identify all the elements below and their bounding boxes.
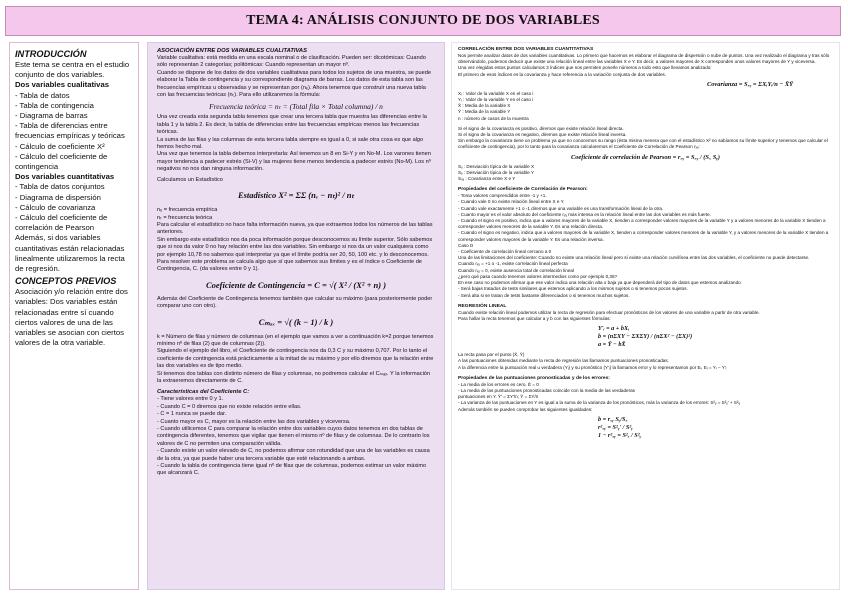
prev-heading: CONCEPTOS PREVIOS <box>15 276 117 287</box>
list-item: - Cuando vale 0 no existe relación lineal entre X e Y. <box>458 199 565 205</box>
formula-line: r²ₓᵧ = S²ᵧ' / S²ᵧ <box>598 423 633 431</box>
list-item: - Diagrama de barras <box>15 111 88 121</box>
paragraph: Para calcular el estadístico no hace falta información nueva, ya que extraemos todos los números de las tablas anteriores. <box>157 221 433 236</box>
list-item: - Tabla de datos <box>15 90 70 100</box>
list-item: - Cuanto mayor es el valor absoluto del coeficiente rₓᵧ más intensa es la relación lineal entre las dos variables es más fuerte. <box>458 211 711 217</box>
list-item: En ese caso no podemos afirmar que ese valor indica una relación alta o baja ya que dependerá del tipo de datos que estemos analizando <box>458 280 741 286</box>
paragraph: Calculamos un Estadístico <box>157 176 223 183</box>
paragraph: El primero de esos índices es la covarianza y hace referencia a la variación conjunta de dos variables. <box>458 71 667 77</box>
list-item: - Cuando C = 0 diremos que no existe relación entre ellas. <box>157 403 302 410</box>
formula-pearson: Coeficiente de correlación de Pearson = rₓᵧ = Sₓᵧ / (Sₓ Sᵧ) <box>570 153 721 161</box>
qualitative-column <box>147 42 445 590</box>
paragraph: Si tenemos dos tablas con distinto número de filas y columnas, no podremos calcular el Cₘₐₓ. Y la información la extraeremos directamente de C. <box>157 370 431 384</box>
formula-line: a = Ȳ − bX̄ <box>598 341 626 349</box>
paragraph: nₜ = frecuencia teórica <box>157 214 213 221</box>
intro-text: Este tema se centra en el estudio conjunto de dos variables. <box>15 60 130 80</box>
quant-text: Además, si dos variables cuantitativas están relacionadas linealmente utilizaremos la recta de regresión. <box>15 233 125 274</box>
paragraph: Sin embargo este estadístico nos da poca información porque desconocemos su límite superior. Sólo sabemos que si nos da valor 0 no hay relación entre las dos variables. Sin embargo si nos da un valor cualquiera como por ejemplo 10,78 no sabemos qué interpretar ya que el límite podría ser 20, 50, 100 etc. y lo desconocemos. Para resolver este problema se calcula algo que sí que sabemos sus límites y es el índice o Coeficiente de Contingencia, C. (da valores entre 0 y 1). <box>157 236 433 273</box>
definition: Sₓᵧ : Covarianza entre X e Y <box>458 176 516 182</box>
formula-line: Y'ᵢ = a + bXᵢ <box>598 325 630 333</box>
paragraph: Además del Coeficiente de Contingencia tenemos también que calcular su máximo (para posteriormente poder comparar uno con otro). <box>157 295 433 310</box>
list-item: - Tabla de contingencia <box>15 100 94 110</box>
list-item: - Cuanto mayor es C, mayor es la relación entre las dos variables y viceversa. <box>157 418 351 425</box>
list-item: - La varianza de las puntuaciones en Y es igual a la suma de la varianza de los pronósticos, más la varianza de los errores: S²ᵧ = S²ᵧ' + S²ₑ <box>458 400 741 406</box>
list-item: - Cálculo de covarianza <box>15 202 96 212</box>
page-title: TEMA 4: ANÁLISIS CONJUNTO DE DOS VARIABLES <box>246 13 600 28</box>
intro-column <box>9 42 139 590</box>
section-heading: Características del Coeficiente C: <box>157 389 250 396</box>
list-item: - Cuando el signo es negativo, indica que a valores mayores de la variable X, tienden a corresponder valores menores de la variable Y, y a valores menores de la variable X tienden a corresponder valores mayores de la variable Y. Es una relación inversa. <box>458 230 829 242</box>
list-item: - Será alta si se tratan de tests bastante diferenciados o si tenemos muchos sujetos. <box>458 292 630 298</box>
paragraph: La recta pasa por el punto (X̄, Ȳ) <box>458 352 525 358</box>
definition: Xᵢ : Valor de la variable X en el caso i <box>458 90 534 96</box>
list-item: - Toma valores comprendidos entre -1 y +1. <box>458 193 547 199</box>
list-item: - Cuando utilicemos C para comparar la relación entre dos variables cuyos datos tenemos en dos tablas de contingencia diferentes, tenemos que vigilar que tienen el mismo nº de filas y de columnas. De lo contrario los valores de C no permiten una comparación válida. <box>157 426 430 447</box>
list-item: - Cálculo del coeficiente de contingencia <box>15 151 108 172</box>
formula-equalities <box>598 416 833 440</box>
formula-line: 1 − r²ₓᵧ = S²ₑ / S²ᵧ <box>598 431 642 439</box>
qual-heading: Dos variables cualitativas <box>15 80 110 90</box>
list-item: - La media de las puntuaciones pronosticadas coincide con la media de las verdaderas <box>458 387 635 393</box>
paragraph: Una vez que tenemos la tabla debemos interpretarla: Así tenemos un 8 en Si-Y y en No-M. Los varones tienen mayor tendencia a padecer estrés (Si-V) y las mujeres tiene menos tendencia a padecer estrés (No-M). Los nº negativos no nos dan ninguna información. <box>157 151 431 173</box>
list-item: - Cuando vale exactamente +1 o -1 diremos que una variable es una transformación lineal de la otra. <box>458 205 664 211</box>
paragraph: Sin embargo la covarianza tiene un problema ya que no conocemos su rango (ésta misma menera que con el estadístico X² no sabíamos su límite superior y tenemos que calcular el coeficiente de contingencia), por lo tanto para la covarianza calcularemos el Coeficiente de Correlación de Pearson rₓᵧ: <box>458 138 828 150</box>
paragraph: k = Número de filas y número de columnas (en el ejemplo que vamos a ver a continuación k=2 porque tenemos mínimo nº de filas (2) que de columnas (2)). <box>157 333 434 347</box>
section-heading: REGRESIÓN LINEAL <box>458 303 507 309</box>
formula-covariance: Covarianza = Sₓᵧ = ΣXᵢYᵢ/n − X̄Ȳ <box>706 80 793 88</box>
quant-heading: Dos variables cuantitativas <box>15 172 115 182</box>
list-item: Cuando rₓᵧ = +1 o -1, existe correlación lineal perfecta <box>458 261 568 267</box>
paragraph: Cuando existe relación lineal podemos utilizar la recta de regresión para efectuar pronósticos de los valores de una variable a partir de otra variable. <box>458 309 760 315</box>
paragraph: Para hallar la recta tenemos que calcular a y b con las siguientes fórmulas: <box>458 315 611 321</box>
quantitative-column <box>451 42 840 590</box>
list-item: Además también se pueden comprobar las siguientes igualdades: <box>458 406 593 412</box>
formula-line: b = rₓᵧ Sᵧ/Sₓ <box>598 415 628 423</box>
definition: Sₓ : Desviación típica de la variable X <box>458 163 535 169</box>
paragraph: Cuando se dispone de los datos de dos variables cualitativas para todos los sujetos de una muestra, se puede elaborar la Tabla de contingencia y su correspondiente diagrama de barras. Los datos de esta tabla son las frecuencias empíricas u observadas y se representan por (nₑ). Ahora tenemos que construir una nueva tabla con las frecuencias teóricas (nₜ). Para ello utilizaremos la fórmula: <box>157 69 431 99</box>
list-item: Cuando rₓᵧ = 0, existe ausencia total de correlación lineal <box>458 267 574 273</box>
list-item: - Coeficiente de correlación lineal cercano a 0 <box>458 249 552 255</box>
paragraph: Si el signo de la covarianza es negativo, diremos que existe relación lineal inversa. <box>458 132 627 138</box>
section-heading: CORRELACIÓN ENTRE DOS VARIABLES CUANTITATIVAS <box>458 47 594 52</box>
list-item: - Cuando existe un valor elevado de C, no podemos afirmar con rotundidad que una de las variables es causa de la otra, ya que puede haber una tercera variable que esté relacionando a ambas. <box>157 448 430 462</box>
list-item: - Tiene valores entre 0 y 1. <box>157 396 224 403</box>
definition: Sᵧ : Desviación típica de la variable Y <box>458 169 534 175</box>
list-item: ¿pero qué pasa cuando tenemos valores intermedios como por ejemplo 0,35? <box>458 273 618 279</box>
paragraph: A la diferencia entre la puntuación real u verdadera (Yᵢ) y su pronóstico (Y'ᵢ) la llamamos error y lo representamos por Eᵢ. Eᵢ = Yᵢ − Y'ᵢ <box>458 364 727 370</box>
formula-contingency: Coeficiente de Contingencia = C = √( X² / (X² + n) ) <box>205 279 387 290</box>
list-item: - La media de los errores es cero. Ē = 0 <box>458 381 539 387</box>
paragraph: A las puntuaciones obtenidas mediante la recta de regresión las llamamos puntuaciones pronosticadas. <box>458 358 669 364</box>
list-item: - Tabla de diferencias entre frecuencias empíricas y teóricas <box>15 121 125 141</box>
formula-line: b = (nΣXY − ΣXΣY) / (nΣX² − (ΣX)²) <box>598 333 693 341</box>
list-item: - Diagrama de dispersión <box>15 192 101 202</box>
formula-regression <box>598 325 833 349</box>
section-heading: ASOCIACIÓN ENTRE DOS VARIABLES CUALITATIVAS <box>157 48 307 54</box>
list-item: Una de las limitaciones del coeficiente: Cuando no existe una relación lineal pero sí existe una relación curvilínea entre las dos variables, el coeficiente no puede detectarse. <box>458 255 810 261</box>
list-item: - Será bajas tratados de tests similares que estemos aplicando a los mismos sujetos o si tenemos pocos sujetos. <box>458 286 688 292</box>
list-item: - Cálculo de coeficiente X² <box>15 141 105 151</box>
section-heading: Propiedades del coeficiente de Correlación de Pearson: <box>458 187 588 193</box>
list-item: puntuaciones en Y. Ȳ' = ΣY'/n; Ȳ = ΣY/n <box>458 394 539 400</box>
definition: Yᵢ : Valor de la variable Y en el caso i <box>458 97 534 103</box>
definition: X̄ : Media de la variable X <box>458 103 511 109</box>
definition: n : número de casos de la muestra <box>458 115 529 121</box>
formula-theoretical-frequency: Frecuencia teórica = nₜ = (Total fila × Total columna) / n <box>209 102 383 112</box>
paragraph: La suma de las filas y las columnas de esta tercera tabla siempre es igual a 0, si sale otra cosa es que algo hemos hecho mal. <box>157 136 424 151</box>
formula-cmax: Cₘₐₓ = √( (k − 1) / k ) <box>258 316 334 327</box>
list-item: - Tabla de datos conjuntos <box>15 182 105 192</box>
paragraph: Siguiendo el ejemplo del libro, el Coeficiente de contingencia nos da 0,3 C y su máximo 0,707. Por lo tanto el coeficiente de contingencia está prácticamente a la mitad de su máximo y por ello diremos que la relación entre las dos variables es de tipo medio. <box>157 348 434 370</box>
list-item: - C = 1 nunca se puede dar. <box>157 411 227 418</box>
section-heading: Propiedades de las puntuaciones pronosticadas y de los errores: <box>458 375 610 381</box>
title-bar <box>5 6 841 36</box>
intro-heading: INTRODUCCIÓN <box>15 49 87 59</box>
list-item: - Cuando la tabla de contingencia tiene igual nº de filas que de columnas, podemos estimar un valor máximo que alcanzará C. <box>157 463 427 477</box>
paragraph: Una vez elegidas estos puntos calculamos 3 índices que nos permiten ponerle números a todo esto que llevamos analizado: <box>458 65 712 71</box>
paragraph: Una vez creada esta segunda tabla tenemos que crear una tercera tabla que muestra las diferencias entre la tabla 1 y la tabla 2. Es decir, la tabla de diferencias entre las frecuencias empíricas menos las frecuencias teóricas. <box>157 114 427 136</box>
paragraph: Si el signo de la covarianza es positivo, diremos que existe relación lineal directa. <box>458 125 624 131</box>
list-item: Caso D <box>458 242 474 248</box>
paragraph: Variable cualitativa: está medida en una escala nominal o de clasificación. Pueden ser: dicotómicas: Cuando sólo representan 2 categorías; politómicas: Cuando representan un mayor nº. <box>157 55 426 69</box>
paragraph: Nos permite analizar datos de dos variables cuantitativas. Lo primero que hacemos es elaborar el diagrama de dispersión o nube de puntos. Una vez realizado el diagrama y tras sólo observándolo, podemos deducir que existe una relación lineal entre las variables X e Y. Es decir, a valores mayores de X corresponden unos valores mayores de Y y viceversa. <box>458 53 830 65</box>
paragraph: nₑ = frecuencia empírica <box>157 207 218 214</box>
list-item: - Cuando el signo es positivo, indica que a valores mayores de la variable X, tienden a corresponder valores mayores de la variable Y y a valores menores de la variable X tienden a corresponder valores menores de la variable Y. Es una relación directa. <box>458 218 826 230</box>
definition: Ȳ : Media de la variable Y <box>458 109 511 115</box>
formula-chi-square: Estadístico X² = ΣΣ (nₑ − nₜ)² / nₜ <box>237 190 355 201</box>
list-item: - Cálculo del coeficiente de correlación de Pearson <box>15 213 108 233</box>
prev-text: Asociación y/o relación entre dos variables: Dos variables están relacionadas entre sí cuando ciertos valores de una de las variables se asocian con ciertos valores de la otra variable. <box>15 287 128 348</box>
